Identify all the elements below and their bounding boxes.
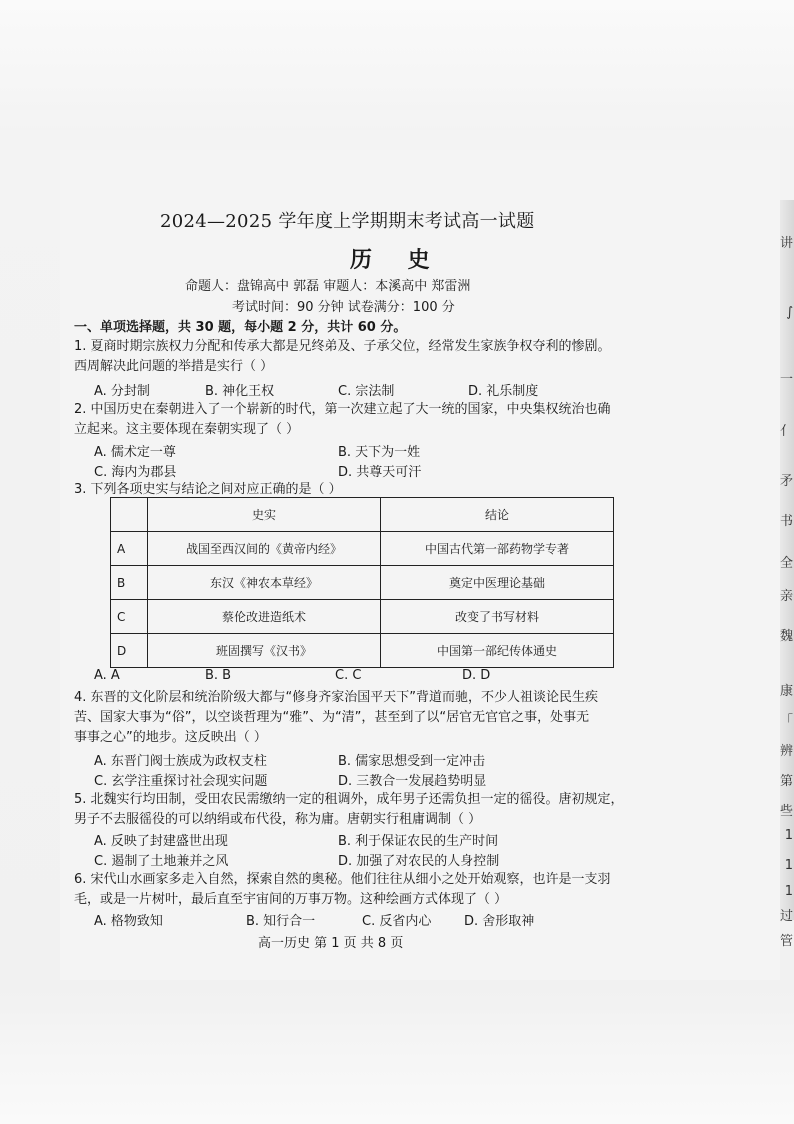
q4-stem-line2: 苦、国家大事为“俗”，以空谈哲理为“雅”、为“清”，甚至到了以“居官无官官之事，处事无 [74,710,590,725]
q4-stem-line1: 4. 东晋的文化阶层和统治阶级大都与“修身齐家治国平天下”背道而驰，不少人祖谈论民生疾 [74,690,599,705]
q1-option-a: A. 分封制 [94,384,150,399]
edge-char: 矛 [779,474,793,489]
edge-char: 1 [784,884,793,899]
q5-option-c: C. 遏制了土地兼并之风 [94,854,229,869]
table-cell: D [111,634,148,668]
q6-option-a: A. 格物致知 [94,914,163,929]
q3-option-b: B. B [205,668,232,683]
q3-option-a: A. A [94,668,120,683]
edge-char: 第 [779,774,793,789]
edge-char: 辨 [779,744,793,759]
edge-char: 康 [779,684,793,699]
exam-info: 考试时间：90 分钟 试卷满分：100 分 [232,300,455,315]
author-info: 命题人：盘锦高中 郭磊 审题人：本溪高中 郑雷洲 [185,279,471,294]
edge-char: 「 [779,714,793,729]
table-row [111,600,614,634]
edge-char: 全 [779,556,793,571]
q2-option-c: C. 海内为郡县 [94,465,177,480]
q2-option-a: A. 儒术定一尊 [94,445,176,460]
table-row [111,532,614,566]
table-cell: 改变了书写材料 [381,600,614,634]
q4-option-c: C. 玄学注重探讨社会现实问题 [94,774,268,789]
page-footer: 高一历史 第 1 页 共 8 页 [258,936,404,951]
table-header-row [111,498,614,532]
edge-char: 1 [784,858,793,873]
table-cell: C [111,600,148,634]
edge-char: 书 [779,514,793,529]
q3-option-d: D. D [462,668,491,683]
edge-char: 些 [779,804,793,819]
q6-option-d: D. 舍形取神 [464,914,535,929]
table-cell: 蔡伦改进造纸术 [148,600,381,634]
q5-stem-line1: 5. 北魏实行均田制，受田农民需缴纳一定的租调外，成年男子还需负担一定的徭役。唐初规定， [74,792,624,807]
table-cell: 奠定中医理论基础 [381,566,614,600]
q4-option-d: D. 三教合一发展趋势明显 [338,774,487,789]
subject-title: 历 史 [350,247,444,273]
q6-stem-line1: 6. 宋代山水画家多走入自然，探索自然的奥秘。他们往往从细小之处开始观察，也许是一支羽 [74,872,611,887]
table-header-cell [111,498,148,532]
q2-stem-line2: 立起来。这主要体现在秦朝实现了（ ） [74,422,300,437]
edge-char: 亲 [779,589,793,604]
q5-option-d: D. 加强了对农民的人身控制 [338,854,500,869]
q5-stem-line2: 男子不去服徭役的可以纳绢或布代役，称为庸。唐朝实行租庸调制（ ） [74,812,482,827]
table-row [111,634,614,668]
q2-option-b: B. 天下为一姓 [338,445,421,460]
q3-stem: 3. 下列各项史实与结论之间对应正确的是（ ） [74,482,342,497]
q1-option-c: C. 宗法制 [338,384,395,399]
edge-char: ∫ [786,305,793,320]
q3-table [110,497,614,668]
q1-stem-line2: 西周解决此问题的举措是实行（ ） [74,359,274,374]
table-cell: 班固撰写《汉书》 [148,634,381,668]
table-cell: 战国至西汉间的《黄帝内经》 [148,532,381,566]
table-cell: 中国第一部纪传体通史 [381,634,614,668]
q2-option-d: D. 共尊天可汗 [338,465,422,480]
edge-char: 管 [779,934,793,949]
q1-option-d: D. 礼乐制度 [468,384,539,399]
table-header-cell: 史实 [148,498,381,532]
edge-char: 讲 [779,236,793,251]
q1-stem-line1: 1. 夏商时期宗族权力分配和传承大都是兄终弟及、子承父位，经常发生家族争权夺利的惨剧。 [74,339,611,354]
q6-option-b: B. 知行合一 [246,914,316,929]
q6-stem-line2: 毛，或是一片树叶，最后直至宇宙间的万事万物。这种绘画方式体现了（ ） [74,892,508,907]
table-cell: A [111,532,148,566]
q4-option-a: A. 东晋门阀士族成为政权支柱 [94,754,267,769]
q5-option-a: A. 反映了封建盛世出现 [94,834,228,849]
section-heading: 一、单项选择题，共 30 题，每小题 2 分，共计 60 分。 [74,320,407,335]
q1-option-b: B. 神化王权 [205,384,275,399]
table-cell: 中国古代第一部药物学专著 [381,532,614,566]
q2-stem-line1: 2. 中国历史在秦朝进入了一个崭新的时代，第一次建立起了大一统的国家，中央集权统治也确 [74,402,611,417]
table-row [111,566,614,600]
exam-title: 2024—2025 学年度上学期期末考试高一试题 [160,211,535,232]
q6-option-c: C. 反省内心 [362,914,432,929]
q5-option-b: B. 利于保证农民的生产时间 [338,834,499,849]
edge-char: 1 [784,828,793,843]
table-cell: 东汉《神农本草经》 [148,566,381,600]
table-header-cell: 结论 [381,498,614,532]
edge-char: 过 [779,909,793,924]
edge-char: 亻 [779,424,793,439]
edge-char: 一 [779,372,793,387]
q4-stem-line3: 事事之心”的地步。这反映出（ ） [74,730,267,745]
edge-char: 魏 [779,629,793,644]
q3-option-c: C. C [335,668,362,683]
q4-option-b: B. 儒家思想受到一定冲击 [338,754,486,769]
table-cell: B [111,566,148,600]
